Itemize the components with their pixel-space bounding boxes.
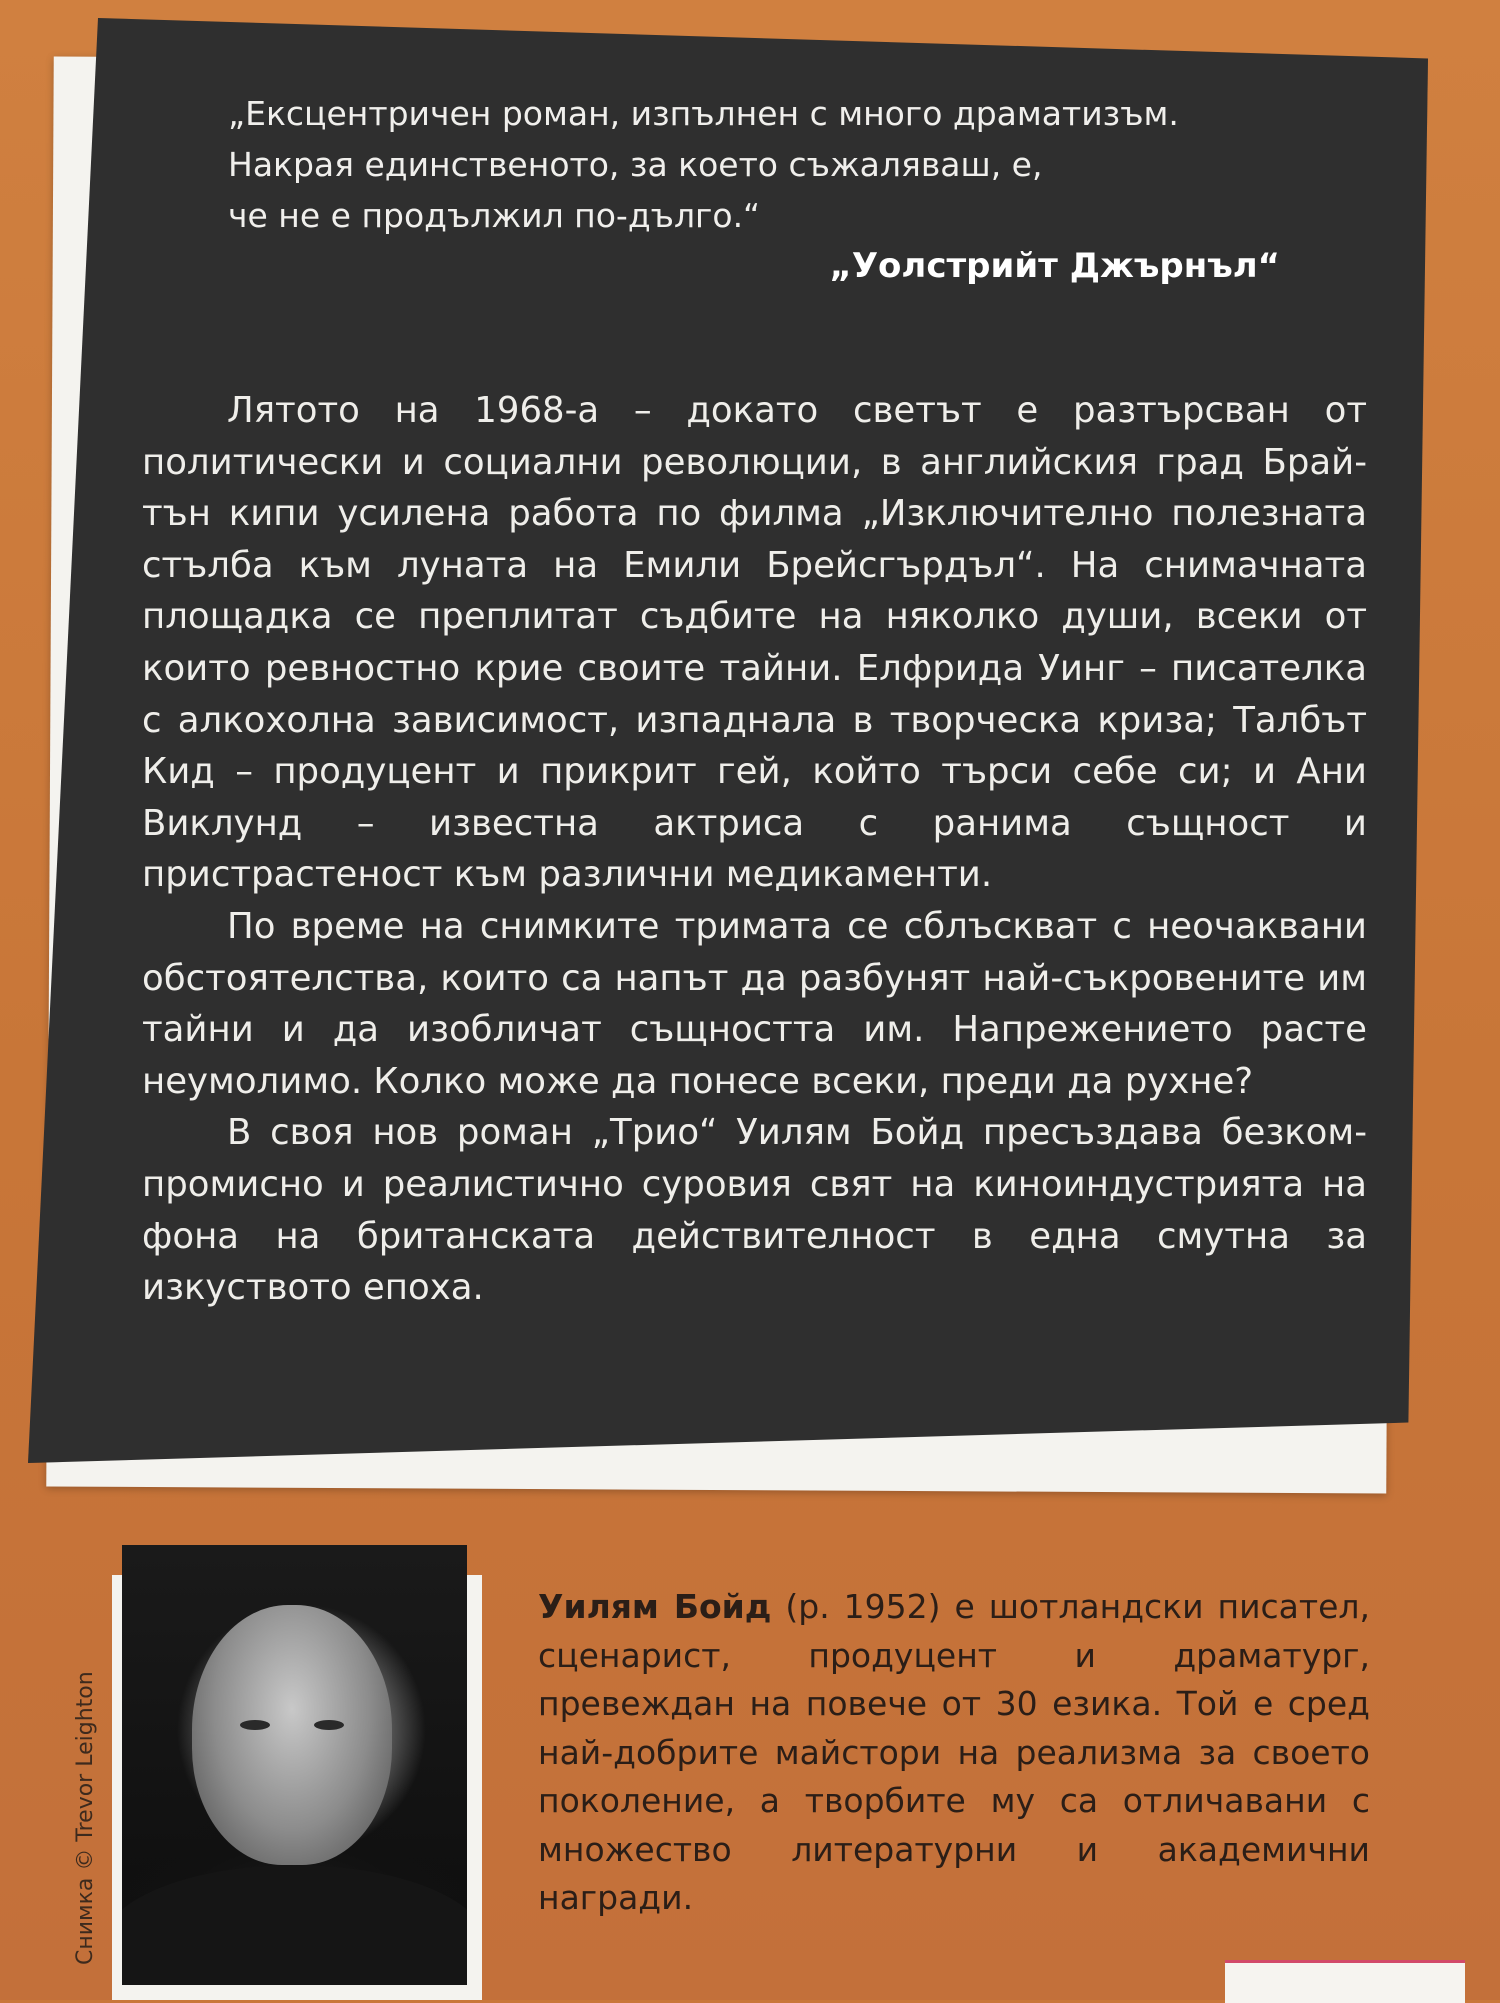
description-paragraph: В своя нов роман „Трио“ Уилям Бойд пресъздава безкомпромисно и реалистично суровия свят на киноиндустрията на фона на британската действителност в една смутна за изкуството епоха.: [142, 1112, 1367, 1309]
description-paragraph: По време на снимките тримата се сблъскват с неочаквани обстоятелства, които са напът да разбунят най-съкровените им тайни и да изобличат същността им. Напрежението расте неумолимо. Колко може да понесе всеки, преди да рухне?: [142, 905, 1367, 1102]
author-shoulders: [122, 1865, 467, 1985]
quote-line: Накрая единственото, за което съжаляваш, е,: [228, 145, 1043, 184]
review-quote: [228, 88, 1308, 241]
author-name: Уилям Бойд: [538, 1587, 772, 1626]
quote-source: „Уолстрийт Джърнъл“: [829, 246, 1280, 286]
book-description: [142, 385, 1367, 1314]
author-bio: [538, 1583, 1370, 1923]
author-bio-text: (р. 1952) е шотландски писател, сценарист, продуцент и драматург, превеждан на повече от 30 езика. Той е сред най-добрите майстори на реализма за своето поколение, а творбите му са отличавани с множество литературни и академични награди.: [538, 1587, 1370, 1917]
author-eye: [240, 1720, 270, 1730]
price-sticker: [1225, 1960, 1465, 2003]
description-paragraph: Лятото на 1968-а – докато светът е разтърсван от политически и социални революции, в английския град Брайтън кипи усилена работа по филма „Изключително полезната стълба към луната на Емили Брейсгърдъл“. На снимачната площадка се преплитат съдбите на няколко души, всеки от които ревностно крие своите тайни. Елфрида Уинг – писателка с алкохолна зависимост, изпаднала в творческа криза; Талбът Кид – продуцент и прикрит гей, който търси себе си; и Ани Виклунд – известна актриса с ранима същност и пристрастеност към различни медикаменти.: [142, 390, 1367, 896]
quote-line: че не е продължил по-дълго.“: [228, 196, 761, 235]
author-eye: [314, 1720, 344, 1730]
quote-line: „Ексцентричен роман, изпълнен с много драматизъм.: [228, 94, 1179, 133]
photo-credit: Снимка © Trevor Leighton: [73, 1671, 98, 1965]
author-photo: [122, 1545, 467, 1985]
author-face: [192, 1605, 392, 1865]
